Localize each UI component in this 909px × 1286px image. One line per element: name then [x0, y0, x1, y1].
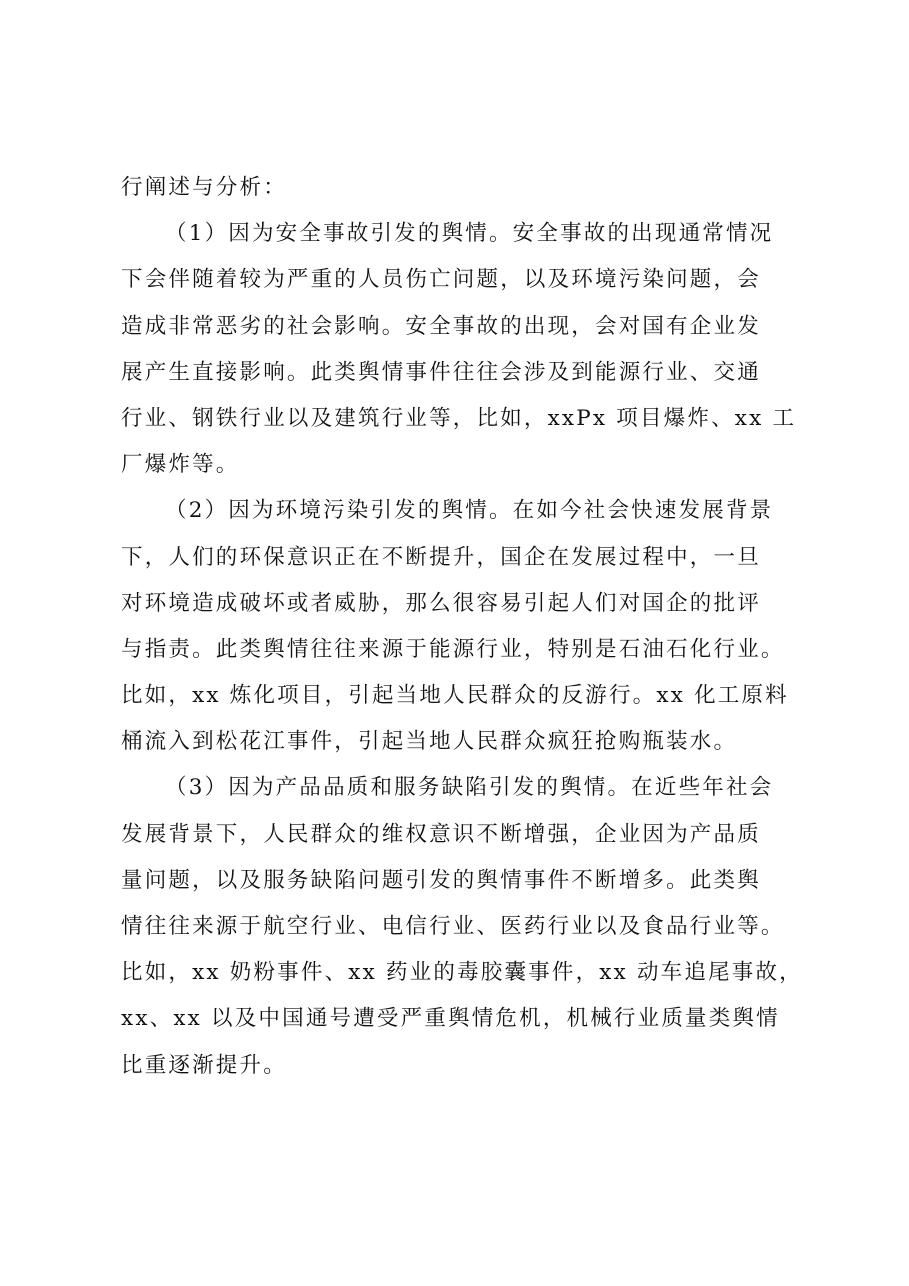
text-line: 桶流入到松花江事件，引起当地人民群众疯狂抢购瓶装水。 — [121, 729, 738, 755]
text-line: 下会伴随着较为严重的人员伤亡问题，以及环境污染问题，会 — [121, 267, 761, 293]
text-line: 行阐述与分析： — [121, 175, 287, 200]
text-line: 下，人们的环保意识正在不断提升，国企在发展过程中，一旦 — [121, 544, 761, 570]
text-line: 造成非常恶劣的社会影响。安全事故的出现，会对国有企业发 — [121, 313, 761, 339]
text-line: 量问题，以及服务缺陷问题引发的舆情事件不断增多。此类舆 — [121, 867, 761, 893]
text-line: 行业、钢铁行业以及建筑行业等，比如，xxPx 项目爆炸、xx 工 — [121, 405, 797, 431]
text-line: 厂爆炸等。 — [121, 452, 240, 478]
document-body — [121, 165, 811, 1089]
text-line: 比重逐渐提升。 — [121, 1052, 287, 1078]
paragraph-3-first-line: （3）因为产品品质和服务缺陷引发的舆情。在近些年社会 — [165, 775, 774, 801]
text-line: 对环境造成破坏或者威胁，那么很容易引起人们对国企的批评 — [121, 590, 761, 616]
text-line: 比如，xx 炼化项目，引起当地人民群众的反游行。xx 化工原料 — [121, 683, 789, 709]
paragraph-1-first-line: （1）因为安全事故引发的舆情。安全事故的出现通常情况 — [165, 221, 774, 247]
paragraph-2-first-line: （2）因为环境污染引发的舆情。在如今社会快速发展背景 — [165, 498, 774, 524]
text-line: 情往往来源于航空行业、电信行业、医药行业以及食品行业等。 — [121, 914, 785, 939]
text-line: 比如，xx 奶粉事件、xx 药业的毒胶囊事件，xx 动车追尾事故， — [121, 960, 803, 986]
text-line: 发展背景下，人民群众的维权意识不断增强，企业因为产品质 — [121, 821, 761, 847]
text-line: 展产生直接影响。此类舆情事件往往会涉及到能源行业、交通 — [121, 359, 761, 385]
text-line: xx、xx 以及中国通号遭受严重舆情危机，机械行业质量类舆情 — [121, 1006, 780, 1032]
text-line: 与指责。此类舆情往往来源于能源行业，特别是石油石化行业。 — [121, 636, 785, 662]
